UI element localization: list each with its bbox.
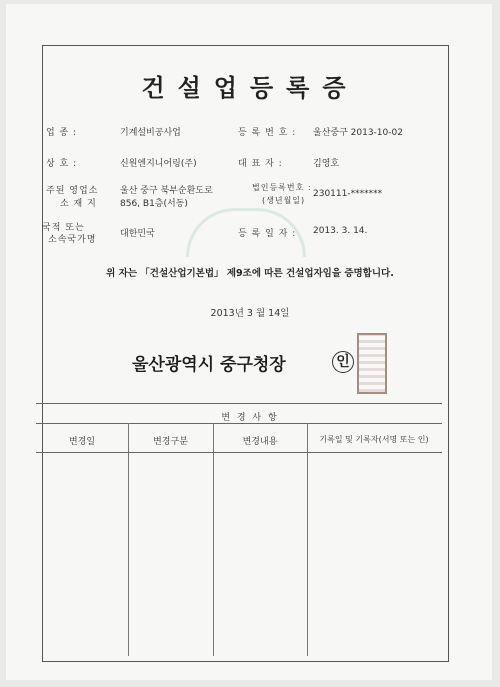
- changes-top-rule: [36, 403, 442, 404]
- issuer-name: 울산광역시 중구청장: [132, 355, 286, 375]
- corp-number-label-line2: (생년월일): [262, 196, 306, 205]
- reg-number-value: 울산중구 2013-10-02: [313, 128, 403, 138]
- changes-column-divider: [307, 423, 308, 656]
- official-seal-stamp: [357, 333, 387, 394]
- issue-date: 2013년 3 월 14일: [210, 308, 290, 319]
- nationality-value: 대한민국: [120, 229, 155, 239]
- column-change-date: 변경일: [68, 437, 96, 447]
- seal-mark-circle: 인: [332, 351, 354, 373]
- document-title: 건설업등록증: [141, 74, 359, 102]
- address-value-line2: 856, B1층(서동): [120, 199, 188, 209]
- column-record-signature: 기록일 및 기록자(서명 또는 인): [319, 435, 429, 444]
- column-change-type: 변경구분: [153, 437, 188, 447]
- nationality-label-line1: 국적 또는: [42, 223, 85, 233]
- address-value-line1: 울산 중구 북부순환도로: [120, 186, 213, 196]
- address-label-line2: 소 재 지: [60, 199, 97, 209]
- corp-number-value: 230111-*******: [313, 189, 383, 199]
- reg-date-label: 등 록 일 자 :: [238, 229, 297, 239]
- changes-column-divider: [128, 423, 129, 656]
- company-name-value: 신원엔지니어링(주): [120, 159, 197, 169]
- reg-date-value: 2013. 3. 14.: [313, 226, 368, 236]
- business-type-label: 업 종 :: [46, 128, 78, 138]
- nationality-label-line2: 소속국가명: [48, 235, 97, 245]
- representative-value: 김영호: [313, 159, 340, 169]
- address-label-line1: 주된 영업소: [46, 186, 99, 196]
- certification-statement: 위 자는 「건설산업기본법」 제9조에 따른 건설업자임을 증명합니다.: [106, 268, 394, 279]
- column-change-content: 변경내용: [242, 437, 278, 447]
- changes-title-rule: [36, 423, 442, 424]
- changes-column-divider: [213, 423, 214, 656]
- certificate-sheet: [6, 4, 492, 680]
- corp-number-label-line1: 법인등록번호 :: [252, 183, 312, 192]
- changes-section-title: 변 경 사 항: [221, 413, 279, 423]
- company-name-label: 상 호 :: [46, 159, 78, 169]
- changes-header-rule: [36, 452, 442, 453]
- representative-label: 대 표 자 :: [238, 159, 283, 169]
- reg-number-label: 등 록 번 호 :: [238, 128, 297, 138]
- business-type-value: 기계설비공사업: [120, 128, 181, 138]
